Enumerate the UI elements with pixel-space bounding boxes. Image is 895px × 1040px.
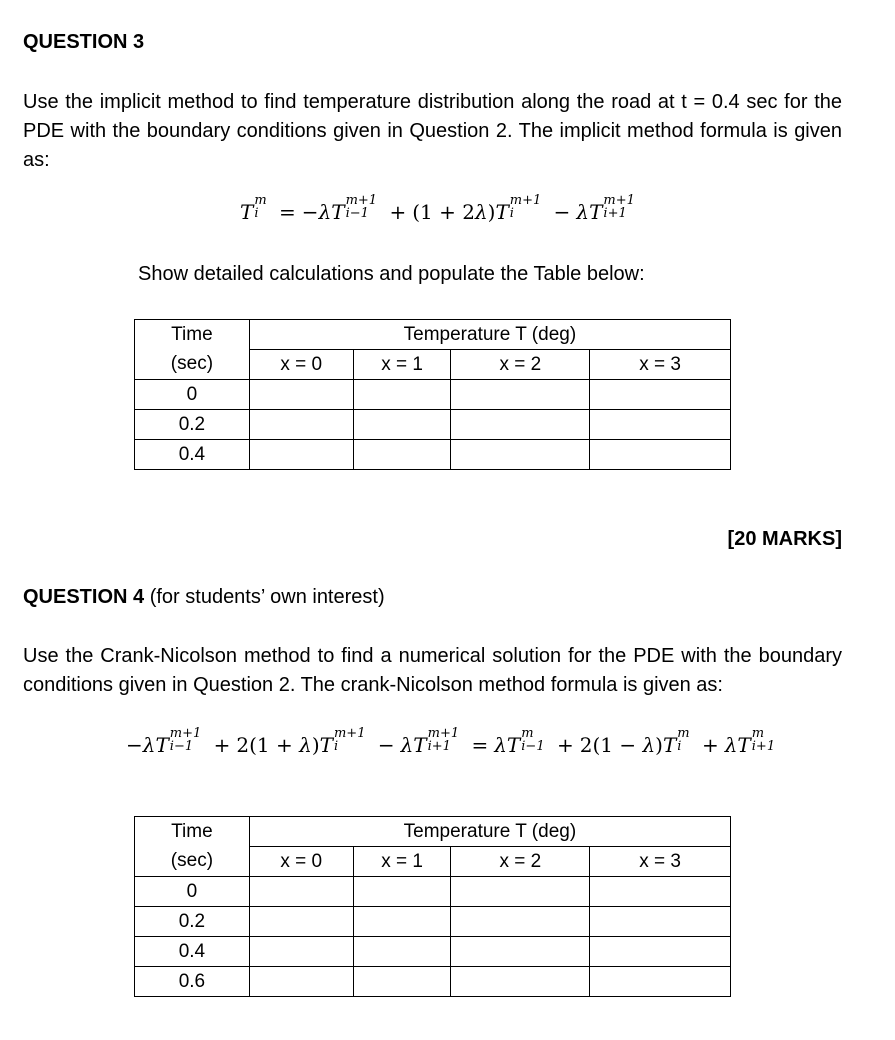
question-3-table <box>134 319 731 470</box>
temperature-cell[interactable] <box>451 907 590 937</box>
time-cell: 0.2 <box>135 410 250 440</box>
table-row <box>135 877 731 907</box>
time-cell: 0.6 <box>135 967 250 997</box>
temperature-cell[interactable] <box>249 380 353 410</box>
x-header: x = 0 <box>249 847 353 877</box>
table-row <box>135 410 731 440</box>
temperature-cell[interactable] <box>451 937 590 967</box>
table-row <box>135 967 731 997</box>
x-header: x = 3 <box>590 847 731 877</box>
temperature-cell[interactable] <box>451 967 590 997</box>
temperature-cell[interactable] <box>249 410 353 440</box>
question-3-title: QUESTION 3 <box>23 31 145 53</box>
temperature-cell[interactable] <box>353 877 451 907</box>
temperature-cell[interactable] <box>451 440 590 470</box>
time-header: Time <box>135 320 250 350</box>
implicit-method-formula: T m i = −λT m+1 i−1 + (1 + 2λ)T m+1 i − λT m+1 i+1 <box>240 193 635 224</box>
temperature-cell[interactable] <box>451 877 590 907</box>
temperature-cell[interactable] <box>590 440 731 470</box>
table-row <box>135 380 731 410</box>
time-cell: 0.2 <box>135 907 250 937</box>
temperature-cell[interactable] <box>249 907 353 937</box>
question-3-paragraph: Use the implicit method to find temperature distribution along the road at t = 0.4 sec for the PDE with the boundary conditions given in Question 2. The implicit method formula is given as: <box>23 91 842 171</box>
temperature-cell[interactable] <box>353 907 451 937</box>
temperature-cell[interactable] <box>249 937 353 967</box>
x-header: x = 3 <box>590 350 731 380</box>
x-header: x = 1 <box>353 350 451 380</box>
x-header: x = 0 <box>249 350 353 380</box>
temperature-header: Temperature T (deg) <box>249 320 730 350</box>
temperature-cell[interactable] <box>249 877 353 907</box>
question-4-table <box>134 816 731 997</box>
table-row <box>135 440 731 470</box>
temperature-cell[interactable] <box>353 410 451 440</box>
question-3-instruction: Show detailed calculations and populate the Table below: <box>138 263 645 285</box>
temperature-cell[interactable] <box>353 937 451 967</box>
temperature-cell[interactable] <box>590 380 731 410</box>
x-header: x = 2 <box>451 847 590 877</box>
time-unit-header: (sec) <box>135 847 250 877</box>
time-cell: 0.4 <box>135 937 250 967</box>
time-cell: 0 <box>135 380 250 410</box>
question-4-title <box>23 586 385 609</box>
temperature-header: Temperature T (deg) <box>249 817 730 847</box>
crank-nicolson-formula: −λT m+1 i−1 + 2(1 + λ)T m+1 i − λT m+1 i+1 = λT m i−1 + 2(1 − λ)T m i + λT m i+1 <box>126 726 776 757</box>
table-row <box>135 907 731 937</box>
time-header: Time <box>135 817 250 847</box>
temperature-cell[interactable] <box>590 410 731 440</box>
temperature-cell[interactable] <box>451 410 590 440</box>
table-row <box>135 937 731 967</box>
time-unit-header: (sec) <box>135 350 250 380</box>
temperature-cell[interactable] <box>451 380 590 410</box>
temperature-cell[interactable] <box>353 380 451 410</box>
question-3-marks: [20 MARKS] <box>727 528 842 550</box>
question-4-paragraph: Use the Crank-Nicolson method to find a numerical solution for the PDE with the boundary conditions given in Question 2. The crank-Nicolson method formula is given as: <box>23 645 842 696</box>
temperature-cell[interactable] <box>353 440 451 470</box>
time-cell: 0 <box>135 877 250 907</box>
time-cell: 0.4 <box>135 440 250 470</box>
temperature-cell[interactable] <box>590 877 731 907</box>
temperature-cell[interactable] <box>249 967 353 997</box>
temperature-cell[interactable] <box>353 967 451 997</box>
question-4-note: (for students’ own interest) <box>149 586 385 608</box>
temperature-cell[interactable] <box>249 440 353 470</box>
x-header: x = 2 <box>451 350 590 380</box>
question-4-label: QUESTION 4 <box>23 586 145 608</box>
temperature-cell[interactable] <box>590 967 731 997</box>
x-header: x = 1 <box>353 847 451 877</box>
temperature-cell[interactable] <box>590 907 731 937</box>
temperature-cell[interactable] <box>590 937 731 967</box>
